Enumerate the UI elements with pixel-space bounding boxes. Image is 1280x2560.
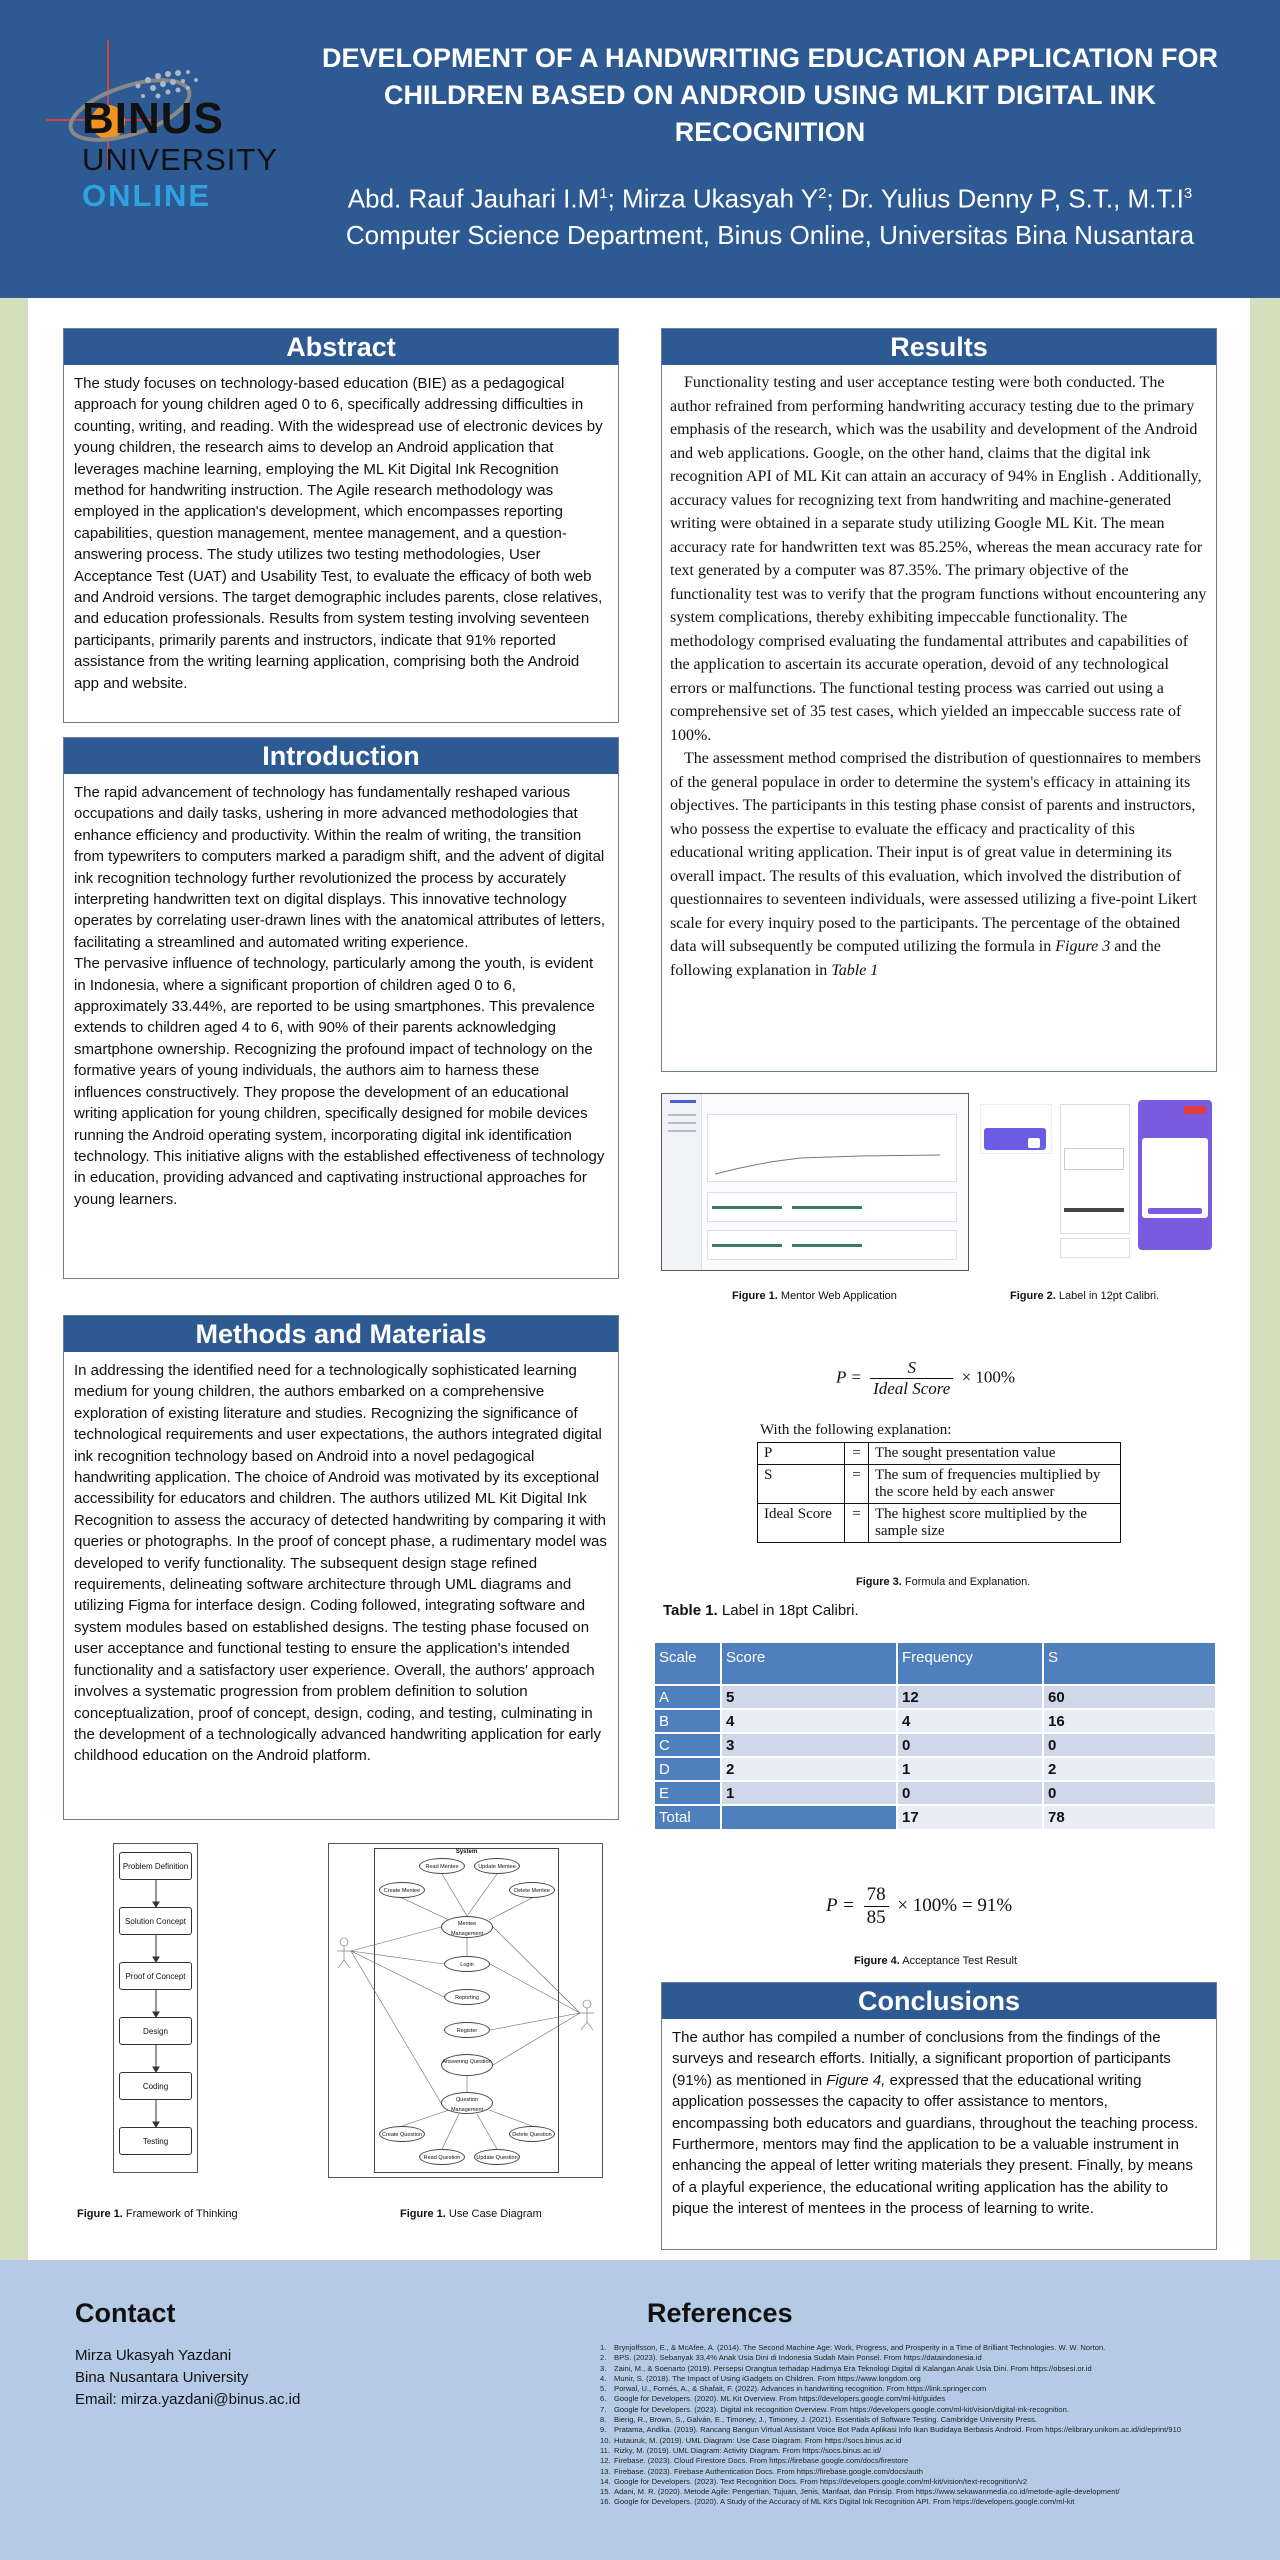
reference-item: 1. Brynjolfsson, E., & McAfee, A. (2014). The Second Machine Age: Work, Progress, and Prosperity in a Time of Brilliant Technologies. W. W. Norton. xyxy=(600,2343,1106,2352)
use-case: Delete Question xyxy=(509,2126,555,2142)
conclusions-section xyxy=(661,1982,1217,2250)
conclusions-heading: Conclusions xyxy=(662,1983,1216,2019)
author-1-sup: 1 xyxy=(599,185,608,202)
use-case: Reporting xyxy=(444,1989,490,2005)
methods-body: In addressing the identified need for a technologically sophisticated learning medium for young children, the authors embarked on a comprehensive exploration of existing literature and studies. Recognizing the significance of technological requirements and user expectations, the authors integrated digital ink recognition technology based on Android into a novel pedagogical handwriting application. The choice of Android was motivated by its exceptional accessibility for educators and children. The authors utilized ML Kit Digital Ink Recognition to assess the accuracy of detected handwriting by comparing it with queries or photographs. In the proof of concept phase, a rudimentary model was developed to verify functionality. The subsequent design stage refined requirements, delineating software architecture through UML diagrams and utilizing Figma for interface design. Coding followed, integrating software and system modules based on established designs. The testing phase focused on user acceptance and functional testing to ensure the application's intended functionality and a satisfactory user experience. Overall, the authors' approach involves a systematic progression from problem definition to solution conceptualization, proof of concept, design, coding, and testing, culminating in the development of a technologically advanced handwriting application for early childhood education on the Android platform. xyxy=(74,1362,607,1765)
reference-item: 11. Rizky, M. (2019). UML Diagram: Activity Diagram. From https://socs.binus.ac.id/ xyxy=(600,2445,882,2455)
formula-numerator: S xyxy=(870,1358,953,1379)
framework-step: Proof of Concept xyxy=(119,1962,192,1990)
score-table: Scale Score Frequency S A 5 12 60 B 4 4 16 C 3 0 0 D 2 1 2 E 1 0 0 Total 17 78 xyxy=(655,1643,1217,1829)
use-case: Login xyxy=(444,1956,490,1972)
contact-org: Bina Nusantara University xyxy=(75,2369,249,2386)
use-case-diagram xyxy=(328,1843,603,2178)
references-heading: References xyxy=(647,2298,793,2328)
use-case-caption: Figure 1. Use Case Diagram xyxy=(400,2208,542,2220)
author-2: ; Mirza Ukasyah Y xyxy=(607,183,819,214)
results-paragraph-2: The assessment method comprised the distribution of questionnaires to members of the general populace in order to determine the system's efficacy in attaining its objectives. The participants in this testing phase consist of parents and instructors, who possess the expertise to evaluate the efficacy and practicality of this educational writing application. Their input is of great value in determining its overall impact. The results of this evaluation, which involved the distribution of questionnaires to seventeen individuals, were assessed utilizing a five-point Likert scale for every inquiry posed to the participants. The percentage of the obtained data will subsequently be computed utilizing the formula in Figure 3 and the following explanation in Table 1 xyxy=(670,750,1201,979)
formula-intro: With the following explanation: xyxy=(760,1422,952,1438)
reference-item: 16. Google for Developers. (2020). A Study of the Accuracy of ML Kit's Digital Ink Recognition API. From https://developers.google.com/ml-kit xyxy=(600,2497,1075,2507)
author-2-sup: 2 xyxy=(818,185,827,202)
methods-heading: Methods and Materials xyxy=(64,1316,618,1352)
references-list xyxy=(600,2343,1210,2508)
use-case: Update Question xyxy=(474,2149,520,2165)
introduction-section xyxy=(63,737,619,1279)
reference-item: 9. Pratama, Andika. (2019). Rancang Bangun Virtual Assistant Voice Bot Pada Aplikasi Info Ikan Budidaya Berbasis Android. From https://elibrary.unikom.ac.id/id/eprint/910 xyxy=(600,2425,1182,2435)
framework-step: Coding xyxy=(119,2072,192,2100)
affiliation: Computer Science Department, Binus Online, Universitas Bina Nusantara xyxy=(345,219,1195,250)
author-3: ; Dr. Yulius Denny P, S.T., M.T.I xyxy=(826,183,1184,214)
poster-header xyxy=(0,0,1280,298)
use-case: Read Mentee xyxy=(419,1858,465,1874)
reference-item: 4. Munir, S. (2018). The Impact of Using iGadgets on Children. From https://www.longdom.org xyxy=(600,2373,921,2383)
results-heading: Results xyxy=(662,329,1216,365)
framework-step: Solution Concept xyxy=(119,1907,192,1935)
reference-item: 12. Firebase. (2023). Cloud Firestore Docs. From https://firebase.google.com/docs/firestore xyxy=(600,2456,909,2466)
contact-name: Mirza Ukasyah Yazdani xyxy=(75,2347,232,2364)
use-case-connectors xyxy=(329,1844,604,2179)
web-app-line-chart xyxy=(710,1124,950,1179)
framework-caption: Figure 1. Framework of Thinking xyxy=(77,2208,238,2220)
authors-block xyxy=(300,176,1240,253)
framework-arrows xyxy=(114,1844,199,2174)
abstract-body: The study focuses on technology-based education (BIE) as a pedagogical approach for young children aged 0 to 6, specifically addressing difficulties in counting, writing, and reading. With the widespread use of electronic devices by young children, the research aims to develop an Android application that leverages machine learning, employing the ML Kit Digital Ink Recognition method for handwriting instruction. The Agile research methodology was employed in the application's development, which encompasses reporting capabilities, question management, mentee management, and a question-answering process. The study utilizes two testing methodologies, User Acceptance Test (UAT) and Usability Test, to evaluate the efficacy of both web and Android versions. The target demographic includes parents, close relatives, and education professionals. Results from system testing involving seventeen participants, primarily parents and instructors, indicate that 91% reported assistance from the writing learning application, comprising both the Android app and website. xyxy=(74,375,603,692)
figure-1-caption: Figure 1. Mentor Web Application xyxy=(732,1290,897,1302)
figure-4-caption: Figure 4. Acceptance Test Result xyxy=(854,1955,1018,1967)
methods-section xyxy=(63,1315,619,1820)
use-case: Delete Mentee xyxy=(509,1882,555,1898)
conclusions-body: The author has compiled a number of conclusions from the findings of the surveys and research efforts. Initially, a significant proportion of participants (91%) as mentioned in Figure 4, expressed that the educational writing application possesses the capacity to offer assistance to mentors, encompassing both educators and guardians, throughout the teaching process. Furthermore, mentors may find the application to be a valuable instrument in enhancing the appeal of letter writing materials they present. Finally, by means of a playful experience, the educational writing application has the ability to pique the interest of mentees in the process of learning to write. xyxy=(672,2029,1199,2218)
table-1-caption: Table 1. Label in 18pt Calibri. xyxy=(663,1602,859,1619)
reference-item: 7. Google for Developers. (2023). Digital ink recognition Overview. From https://developers.google.com/ml-kit/vision/digital-ink-recognition. xyxy=(600,2404,1069,2414)
introduction-paragraph-1: The rapid advancement of technology has fundamentally reshaped various occupations and daily tasks, ushering in more advanced methodologies that enhance efficiency and productivity. Within the realm of writing, the transition from typewriters to computers marked a paradigm shift, and the advent of digital ink recognition technology further revolutionized the process by accurately interpreting handwritten text on digital displays. This innovative technology operates by correlating user-drawn lines with the anatomical attributes of letters, facilitating a streamlined and automated writing experience. xyxy=(74,784,606,951)
reference-item: 8. Bierig, R., Brown, S., Galván, E., Timoney, J., Timoney, J. (2021). Essentials of Software Testing. Cambridge University Press. xyxy=(600,2415,1037,2425)
figure-2-caption: Figure 2. Label in 12pt Calibri. xyxy=(1010,1290,1160,1302)
poster-title: DEVELOPMENT OF A HANDWRITING EDUCATION APPLICATION FOR CHILDREN BASED ON ANDROID USING MLKIT DIGITAL INK RECOGNITION xyxy=(322,43,1218,147)
results-section xyxy=(661,328,1217,1072)
author-1: Abd. Rauf Jauhari I.M xyxy=(347,183,600,214)
formula-denominator: Ideal Score xyxy=(873,1379,951,1398)
use-case: Read Question xyxy=(419,2149,465,2165)
framework-diagram xyxy=(113,1843,198,2173)
reference-item: 2. BPS. (2023). Sebanyak 33,4% Anak Usia Dini di Indonesia Sudah Main Ponsel. From https://dataindonesia.id xyxy=(600,2353,982,2363)
contact-info xyxy=(75,2345,300,2411)
introduction-paragraph-2: The pervasive influence of technology, particularly among the youth, is evident in Indonesia, where a significant proportion of children aged 0 to 6, approximately 33.44%, are reported to be using smartphones. This prevalence extends to children aged 4 to 6, with 90% of their parents acknowledging smartphone ownership. Recognizing the profound impact of technology on the formative years of young individuals, the authors aim to harness these influences constructively. They propose the development of an educational writing application for young children, specifically designed for mobile devices running the Android operating system, incorporating digital ink identification technology. This initiative aligns with the established effectiveness of technology in education, providing advanced and captivating instructional approaches for young learners. xyxy=(74,955,605,1208)
framework-step: Design xyxy=(119,2017,192,2045)
use-case: Create Question xyxy=(379,2126,425,2142)
use-case: Register xyxy=(444,2022,490,2038)
use-case: Update Mentee xyxy=(474,1858,520,1874)
author-3-sup: 3 xyxy=(1183,185,1193,202)
reference-item: 10. Hutauruk, M. (2019). UML Diagram: Use Case Diagram. From https://socs.binus.ac.id xyxy=(600,2435,902,2445)
result-formula: P = $\frac{78}{85}$ × 100% = 91% xyxy=(826,1884,1013,1928)
contact-heading: Contact xyxy=(75,2298,176,2328)
framework-step: Problem Definition xyxy=(119,1852,192,1880)
use-case: Answering Question xyxy=(441,2054,493,2076)
use-case: Question Management xyxy=(441,2092,493,2114)
logo-university-text: UNIVERSITY xyxy=(82,142,279,177)
abstract-section xyxy=(63,328,619,723)
mentor-web-app-screenshot xyxy=(661,1093,969,1271)
mobile-app-screenshots xyxy=(980,1098,1212,1268)
figure-3-caption: Figure 3. Formula and Explanation. xyxy=(856,1576,1031,1588)
use-case: Mentee Management xyxy=(441,1916,493,1938)
system-label: System xyxy=(455,1849,478,1855)
contact-email[interactable]: Email: mirza.yazdani@binus.ac.id xyxy=(75,2391,301,2408)
reference-item: 3. Zaini, M., & Soenarto (2019). Persepsi Orangtua terhadap Hadirnya Era Teknologi Digital di Kalangan Anak Usia Dini. From https://obsesi.or.id xyxy=(600,2363,1092,2373)
reference-item: 6. Google for Developers. (2020). ML Kit Overview. From https://developers.google.com/ml-kit/guides xyxy=(600,2394,946,2404)
reference-item: 15. Adani, M. R. (2020). Metode Agile: Pengertian, Tujuan, Jenis, Manfaat, dan Prinsip. From https://www.sekawanmedia.co.id/metode-agile-development/ xyxy=(600,2487,1120,2497)
framework-step: Testing xyxy=(119,2127,192,2155)
use-case: Create Mentee xyxy=(379,1882,425,1898)
reference-item: 14. Google for Developers. (2023). Text Recognition Docs. From https://developers.google.com/ml-kit/vision/text-recognition/v2 xyxy=(600,2476,1028,2486)
abstract-heading: Abstract xyxy=(64,329,618,365)
logo-binus-text: BINUS xyxy=(82,94,224,143)
results-paragraph-1: Functionality testing and user acceptance testing were both conducted. The author refrained from performing handwriting accuracy testing due to the primary emphasis of the research, which was the usability and development of the Android and web applications. Google, on the other hand, claims that the digital ink recognition API of ML Kit can attain an accuracy of 94% in English . Additionally, accuracy values for recognizing text from handwriting and machine-generated writing were obtained in a separate study utilizing Google ML Kit. The mean accuracy rate for handwritten text was 85.25%, whereas the mean accuracy rate for text generated by a computer was 87.35%. The primary objective of the functionality test was to verify that the program functions without encountering any system complications, thereby exhibiting impeccable functionality. The methodology comprised evaluating the fundamental attributes and capabilities of the application to ascertain its accurate operation, devoid of any technological errors or malfunctions. The functional testing process was carried out using a comprehensive set of 35 test cases, which yielded an impeccable success rate of 100%. xyxy=(670,374,1207,744)
introduction-heading: Introduction xyxy=(64,738,618,774)
reference-item: 13. Firebase. (2023). Firebase Authentication Docs. From https://firebase.google.com/docs/auth xyxy=(600,2466,923,2476)
logo-online-text: ONLINE xyxy=(82,178,212,213)
formula-p: P = $\frac{S}{\text{Ideal Score}}$ × 100% xyxy=(836,1358,1016,1398)
formula-legend-table: P = The sought presentation value S = The sum of frequencies multiplied by the score held by each answer Ideal Score = The highest score multiplied by the sample size xyxy=(757,1442,1121,1543)
reference-item: 5. Porwal, U., Fornés, A., & Shafait, F. (2022). Advances in handwriting recognition. From https://link.springer.com xyxy=(600,2384,987,2394)
